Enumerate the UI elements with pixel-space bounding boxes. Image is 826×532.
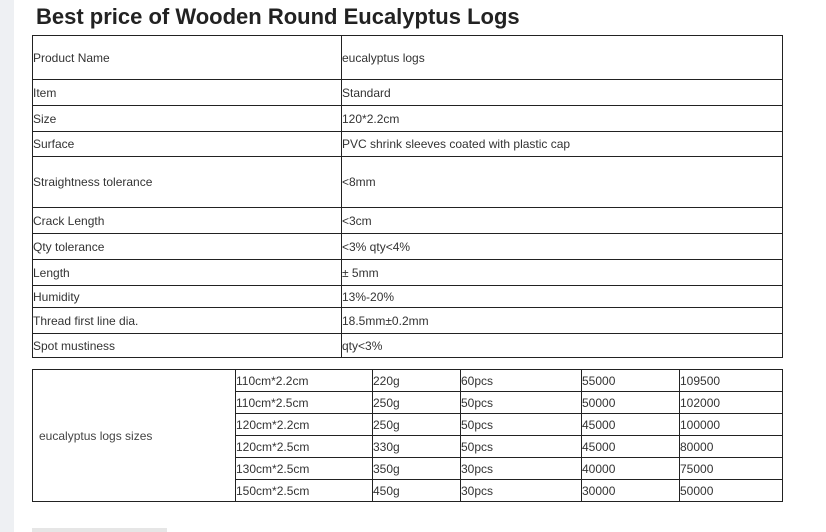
spec-label: Humidity <box>33 286 342 308</box>
spec-label: Crack Length <box>33 208 342 234</box>
sizes-cell: 109500 <box>680 370 783 392</box>
spec-row <box>33 80 783 106</box>
sizes-cell: 45000 <box>582 436 680 458</box>
spec-row <box>33 308 783 334</box>
spec-row <box>33 260 783 286</box>
spec-value: 120*2.2cm <box>342 106 783 132</box>
sizes-cell: 30pcs <box>461 458 582 480</box>
sizes-cell: 250g <box>373 392 461 414</box>
spec-label: Length <box>33 260 342 286</box>
sizes-cell: 50pcs <box>461 436 582 458</box>
sizes-cell: 55000 <box>582 370 680 392</box>
spec-value: <3cm <box>342 208 783 234</box>
sizes-cell: 110cm*2.2cm <box>236 370 373 392</box>
spec-value: eucalyptus logs <box>342 36 783 80</box>
spec-value: 13%-20% <box>342 286 783 308</box>
sizes-cell: 450g <box>373 480 461 502</box>
spec-row <box>33 286 783 308</box>
spec-label: Spot mustiness <box>33 334 342 358</box>
sizes-cell: 150cm*2.5cm <box>236 480 373 502</box>
horizontal-scrollbar[interactable] <box>32 528 167 532</box>
sizes-cell: 80000 <box>680 436 783 458</box>
sizes-cell: 220g <box>373 370 461 392</box>
spec-row <box>33 36 783 80</box>
sizes-table-body <box>33 370 783 502</box>
spec-row <box>33 208 783 234</box>
spec-row <box>33 234 783 260</box>
spec-label: Surface <box>33 132 342 157</box>
spec-value: 18.5mm±0.2mm <box>342 308 783 334</box>
spec-value: <3% qty<4% <box>342 234 783 260</box>
spec-value: PVC shrink sleeves coated with plastic cap <box>342 132 783 157</box>
sizes-cell: 250g <box>373 414 461 436</box>
spec-row <box>33 334 783 358</box>
spec-label: Qty tolerance <box>33 234 342 260</box>
sizes-cell: 50pcs <box>461 414 582 436</box>
sizes-row <box>33 370 783 392</box>
sizes-cell: 100000 <box>680 414 783 436</box>
sizes-cell: 130cm*2.5cm <box>236 458 373 480</box>
spec-row <box>33 157 783 208</box>
spec-row <box>33 132 783 157</box>
sizes-cell: 330g <box>373 436 461 458</box>
sizes-cell: 120cm*2.2cm <box>236 414 373 436</box>
spec-label: Straightness tolerance <box>33 157 342 208</box>
sizes-cell: 50pcs <box>461 392 582 414</box>
sizes-cell: 110cm*2.5cm <box>236 392 373 414</box>
sizes-cell: 50000 <box>680 480 783 502</box>
spec-table-body <box>33 36 783 358</box>
spec-value: qty<3% <box>342 334 783 358</box>
spec-value: <8mm <box>342 157 783 208</box>
spec-value: Standard <box>342 80 783 106</box>
sizes-cell: 120cm*2.5cm <box>236 436 373 458</box>
sizes-cell: 50000 <box>582 392 680 414</box>
sizes-cell: 75000 <box>680 458 783 480</box>
sizes-cell: 60pcs <box>461 370 582 392</box>
sizes-cell: 30pcs <box>461 480 582 502</box>
sizes-cell: 30000 <box>582 480 680 502</box>
spec-label: Item <box>33 80 342 106</box>
left-scroll-rail <box>0 0 14 532</box>
spec-label: Thread first line dia. <box>33 308 342 334</box>
spec-row <box>33 106 783 132</box>
spec-table <box>32 35 783 358</box>
sizes-cell: 40000 <box>582 458 680 480</box>
sizes-cell: 45000 <box>582 414 680 436</box>
spec-label: Size <box>33 106 342 132</box>
sizes-table-label: eucalyptus logs sizes <box>33 370 236 502</box>
sizes-cell: 102000 <box>680 392 783 414</box>
spec-label: Product Name <box>33 36 342 80</box>
page-title: Best price of Wooden Round Eucalyptus Logs <box>36 4 520 29</box>
spec-value: ± 5mm <box>342 260 783 286</box>
sizes-cell: 350g <box>373 458 461 480</box>
sizes-table <box>32 369 783 502</box>
